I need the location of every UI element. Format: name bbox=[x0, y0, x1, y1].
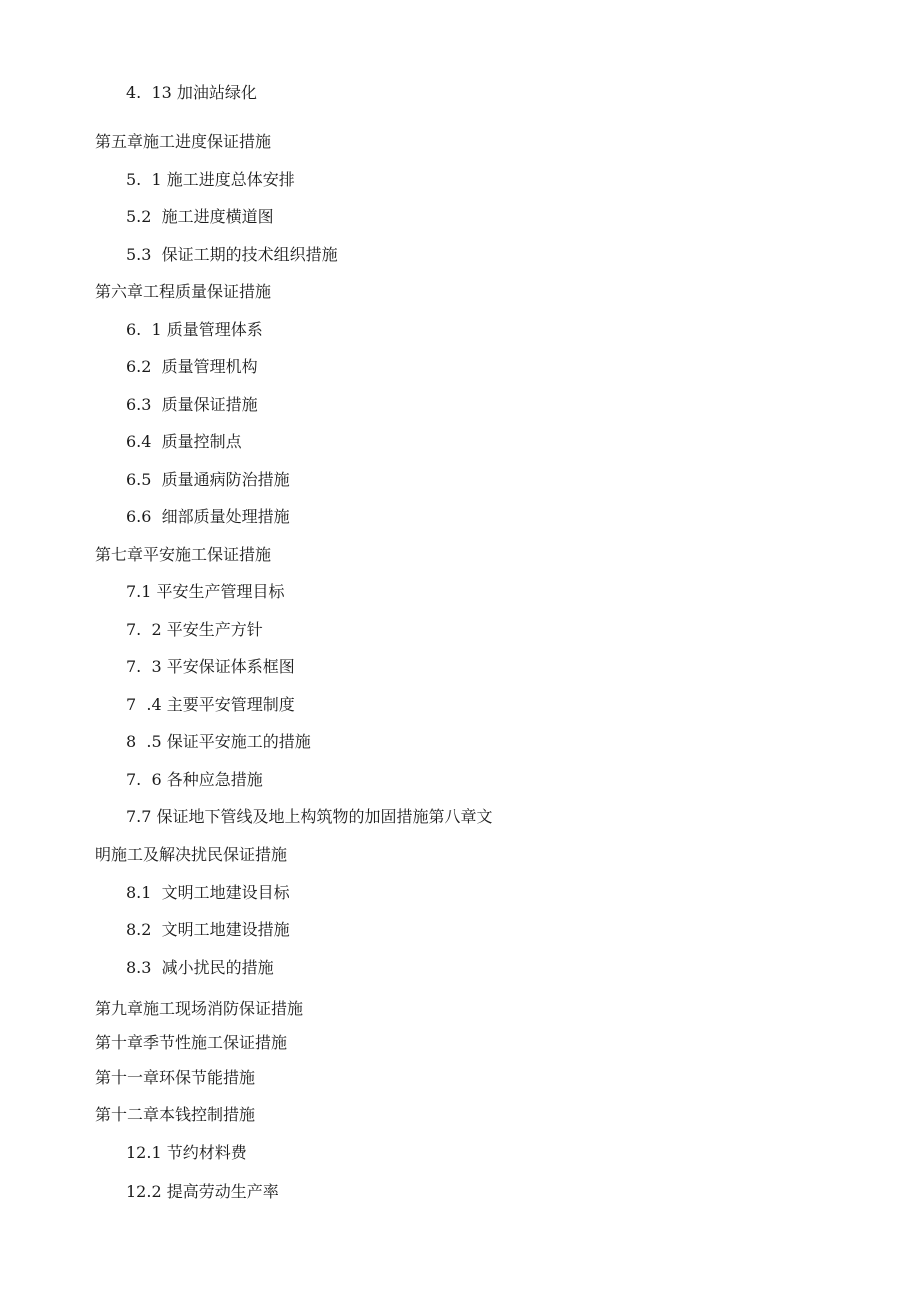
toc-section-8-3: 8.3 减小扰民的措施 bbox=[126, 958, 274, 977]
toc-section-6-1: 6. 1 质量管理体系 bbox=[126, 320, 263, 339]
toc-section-4-13: 4. 13 加油站绿化 bbox=[126, 83, 257, 102]
toc-chapter-9: 第九章施工现场消防保证措施 bbox=[95, 999, 304, 1018]
toc-chapter-11: 第十一章环保节能措施 bbox=[95, 1068, 256, 1087]
toc-section-6-3: 6.3 质量保证措施 bbox=[126, 395, 258, 414]
toc-section-6-6: 6.6 细部质量处理措施 bbox=[126, 507, 290, 526]
toc-chapter-12: 第十二章本钱控制措施 bbox=[95, 1105, 256, 1124]
toc-section-8-1: 8.1 文明工地建设目标 bbox=[126, 883, 290, 902]
toc-section-7-4: 7 .4 主要平安管理制度 bbox=[126, 695, 295, 714]
toc-section-7-2: 7. 2 平安生产方针 bbox=[126, 620, 263, 639]
toc-section-6-4: 6.4 质量控制点 bbox=[126, 432, 242, 451]
toc-section-6-2: 6.2 质量管理机构 bbox=[126, 357, 258, 376]
toc-section-5-2: 5.2 施工进度横道图 bbox=[126, 207, 274, 226]
toc-section-12-1: 12.1 节约材料费 bbox=[126, 1143, 247, 1162]
toc-section-7-6: 7. 6 各种应急措施 bbox=[126, 770, 263, 789]
toc-chapter-7: 第七章平安施工保证措施 bbox=[95, 545, 272, 564]
toc-section-6-5: 6.5 质量通病防治措施 bbox=[126, 470, 290, 489]
toc-section-8-5: 8 .5 保证平安施工的措施 bbox=[126, 732, 311, 751]
toc-section-7-1: 7.1 平安生产管理目标 bbox=[126, 582, 285, 601]
toc-chapter-8-continued: 明施工及解决扰民保证措施 bbox=[95, 845, 288, 864]
toc-chapter-5: 第五章施工进度保证措施 bbox=[95, 132, 272, 151]
toc-section-5-1: 5. 1 施工进度总体安排 bbox=[126, 170, 295, 189]
toc-chapter-6: 第六章工程质量保证措施 bbox=[95, 282, 272, 301]
toc-section-12-2: 12.2 提高劳动生产率 bbox=[126, 1182, 279, 1201]
toc-section-7-3: 7. 3 平安保证体系框图 bbox=[126, 657, 295, 676]
toc-section-5-3: 5.3 保证工期的技术组织措施 bbox=[126, 245, 338, 264]
toc-chapter-10: 第十章季节性施工保证措施 bbox=[95, 1033, 288, 1052]
toc-section-7-7: 7.7 保证地下管线及地上构筑物的加固措施第八章文 bbox=[126, 807, 493, 826]
toc-section-8-2: 8.2 文明工地建设措施 bbox=[126, 920, 290, 939]
